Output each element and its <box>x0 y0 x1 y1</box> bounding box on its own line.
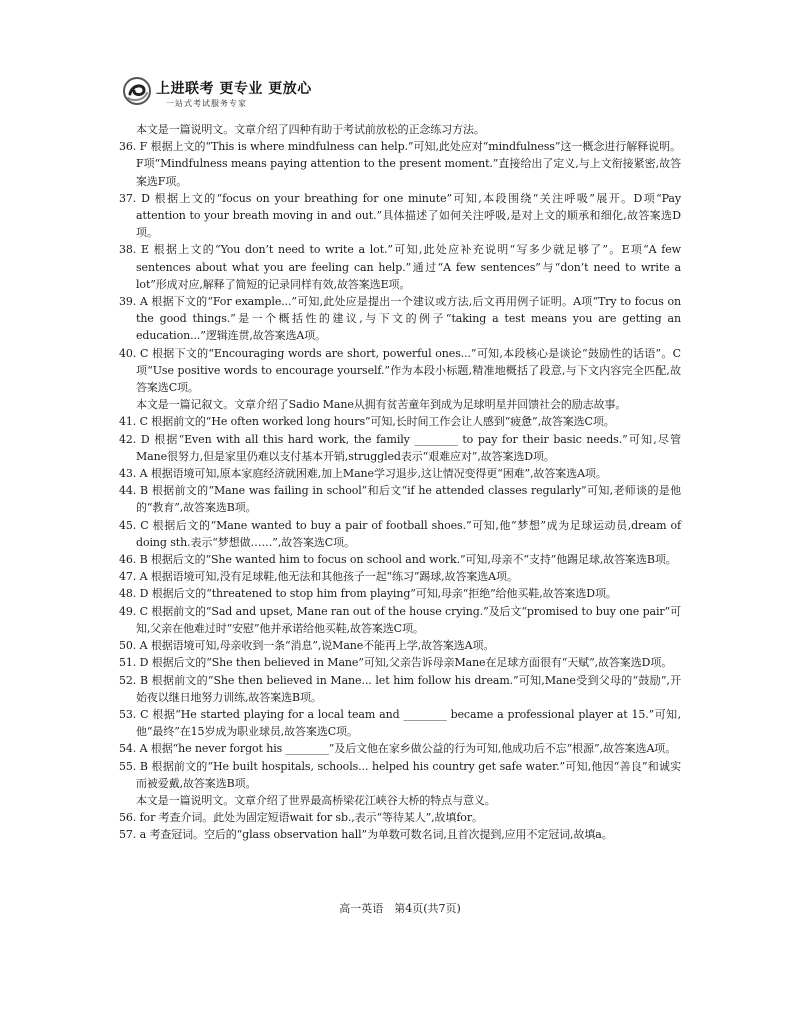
passage-intro: 本文是一篇说明文。文章介绍了世界最高桥梁花江峡谷大桥的特点与意义。 <box>136 793 496 807</box>
answer-item: 45. C 根据后文的“Mane wanted to buy a pair of football shoes.”可知,他“梦想”成为足球运动员,dream of doing sth.表示“梦想做……”,故答案选C项。 <box>119 518 681 549</box>
answer-item: 41. C 根据前文的“He often worked long hours”可知,长时间工作会让人感到“疲惫”,故答案选C项。 <box>119 415 615 429</box>
answer-item: 53. C 根据“He started playing for a local team and ________ became a professional player at 15.”可知,他“最终”在15岁成为职业球员,故答案选C项。 <box>119 707 681 739</box>
answer-item: 54. A 根据“he never forgot his ________”及后文他在家乡做公益的行为可知,他成功后不忘“根源”,故答案选A项。 <box>119 742 677 756</box>
answer-item: 55. B 根据前文的“He built hospitals, schools... helped his country get safe water.”可知,他因“善良”和诚实而被爱戴,故答案选B项。 <box>119 759 681 790</box>
answer-item: 37. D 根据上文的“focus on your breathing for one minute”可知,本段围绕“关注呼吸”展开。D项“Pay attention to your breath moving in and out.”具体描述了如何关注呼吸,是对上文的顺承和细化,故答案选D项。 <box>119 191 681 240</box>
page-footer: 高一英语 第4页(共7页) <box>339 902 461 915</box>
answer-item: 39. A 根据下文的“For example...”可知,此处应是提出一个建议或方法,后文再用例子证明。A项“Try to focus on the good things.”是一个概括性的建议,与下文的例子“taking a test means you are getting an education...”逻辑连贯,故答案选A项。 <box>119 295 681 343</box>
answer-item: 38. E 根据上文的“You don’t need to write a lot.”可知,此处应补充说明“写多少就足够了”。E项“A few sentences about what you are feeling can help.”通过“A few sentences”与“don’t need to write a lot”形成对应,解释了简短的记录同样有效,故答案选E项。 <box>119 243 681 291</box>
answer-item: 56. for 考查介词。此处为固定短语wait for sb.,表示“等待某人”,故填for。 <box>119 811 483 825</box>
passage-intro: 本文是一篇说明文。文章介绍了四种有助于考试前放松的正念练习方法。 <box>136 123 485 136</box>
answer-item: 36. F 根据上文的“This is where mindfulness can help.”可知,此处应对“mindfulness”这一概念进行解释说明。F项“Mindfulness means paying attention to the present moment.”直接给出了定义,与上文衔接紧密,故答案选F项。 <box>119 140 681 188</box>
answer-explanations <box>119 121 681 844</box>
answer-item: 47. A 根据语境可知,没有足球鞋,他无法和其他孩子一起“练习”踢球,故答案选A项。 <box>119 570 518 584</box>
answer-item: 48. D 根据后文的“threatened to stop him from playing”可知,母亲“拒绝”给他买鞋,故答案选D项。 <box>119 587 617 601</box>
answer-item: 57. a 考查冠词。空后的“glass observation hall”为单数可数名词,且首次提到,应用不定冠词,故填a。 <box>119 828 613 842</box>
answer-item: 43. A 根据语境可知,原本家庭经济就困难,加上Mane学习退步,这让情况变得更“困难”,故答案选A项。 <box>119 467 607 481</box>
answer-item: 46. B 根据后文的“She wanted him to focus on school and work.”可知,母亲不“支持”他踢足球,故答案选B项。 <box>119 553 677 567</box>
answer-item: 40. C 根据下文的“Encouraging words are short, powerful ones...”可知,本段核心是谈论“鼓励性的话语”。C项“Use positive words to encourage yourself.”作为本段小标题,精准地概括了段意,与下文内容完全匹配,故答案选C项。 <box>119 346 681 395</box>
answer-item: 51. D 根据后文的“She then believed in Mane”可知,父亲告诉母亲Mane在足球方面很有“天赋”,故答案选D项。 <box>119 656 673 670</box>
answer-item: 50. A 根据语境可知,母亲收到一条“消息”,说Mane不能再上学,故答案选A项。 <box>119 639 495 653</box>
answer-item: 52. B 根据前文的“She then believed in Mane... let him follow his dream.”可知,Mane受到父母的“鼓励”,开始夜以继日地努力训练,故答案选B项。 <box>119 673 681 704</box>
brand-title: 上进联考 更专业 更放心 <box>156 81 312 97</box>
swirl-logo-icon <box>122 76 152 106</box>
answer-item: 44. B 根据前文的“Mane was failing in school”和后文“if he attended classes regularly”可知,老师谈的是他的“教育”,故答案选B项。 <box>119 484 681 515</box>
brand-subtitle: 一站式考试服务专家 <box>166 99 247 108</box>
passage-intro: 本文是一篇记叙文。文章介绍了Sadio Mane从拥有贫苦童年到成为足球明星并回馈社会的励志故事。 <box>136 398 627 412</box>
page-header <box>122 74 322 116</box>
answer-item: 49. C 根据前文的“Sad and upset, Mane ran out of the house crying.”及后文“promised to buy one pair”可知,父亲在他难过时“安慰”他并承诺给他买鞋,故答案选C项。 <box>119 604 681 635</box>
answer-item: 42. D 根据“Even with all this hard work, the family ________ to pay for their basic needs.”可知,尽管Mane很努力,但是家里仍难以支付基本开销,struggled表示“艰难应对”,故答案选D项。 <box>119 432 681 463</box>
